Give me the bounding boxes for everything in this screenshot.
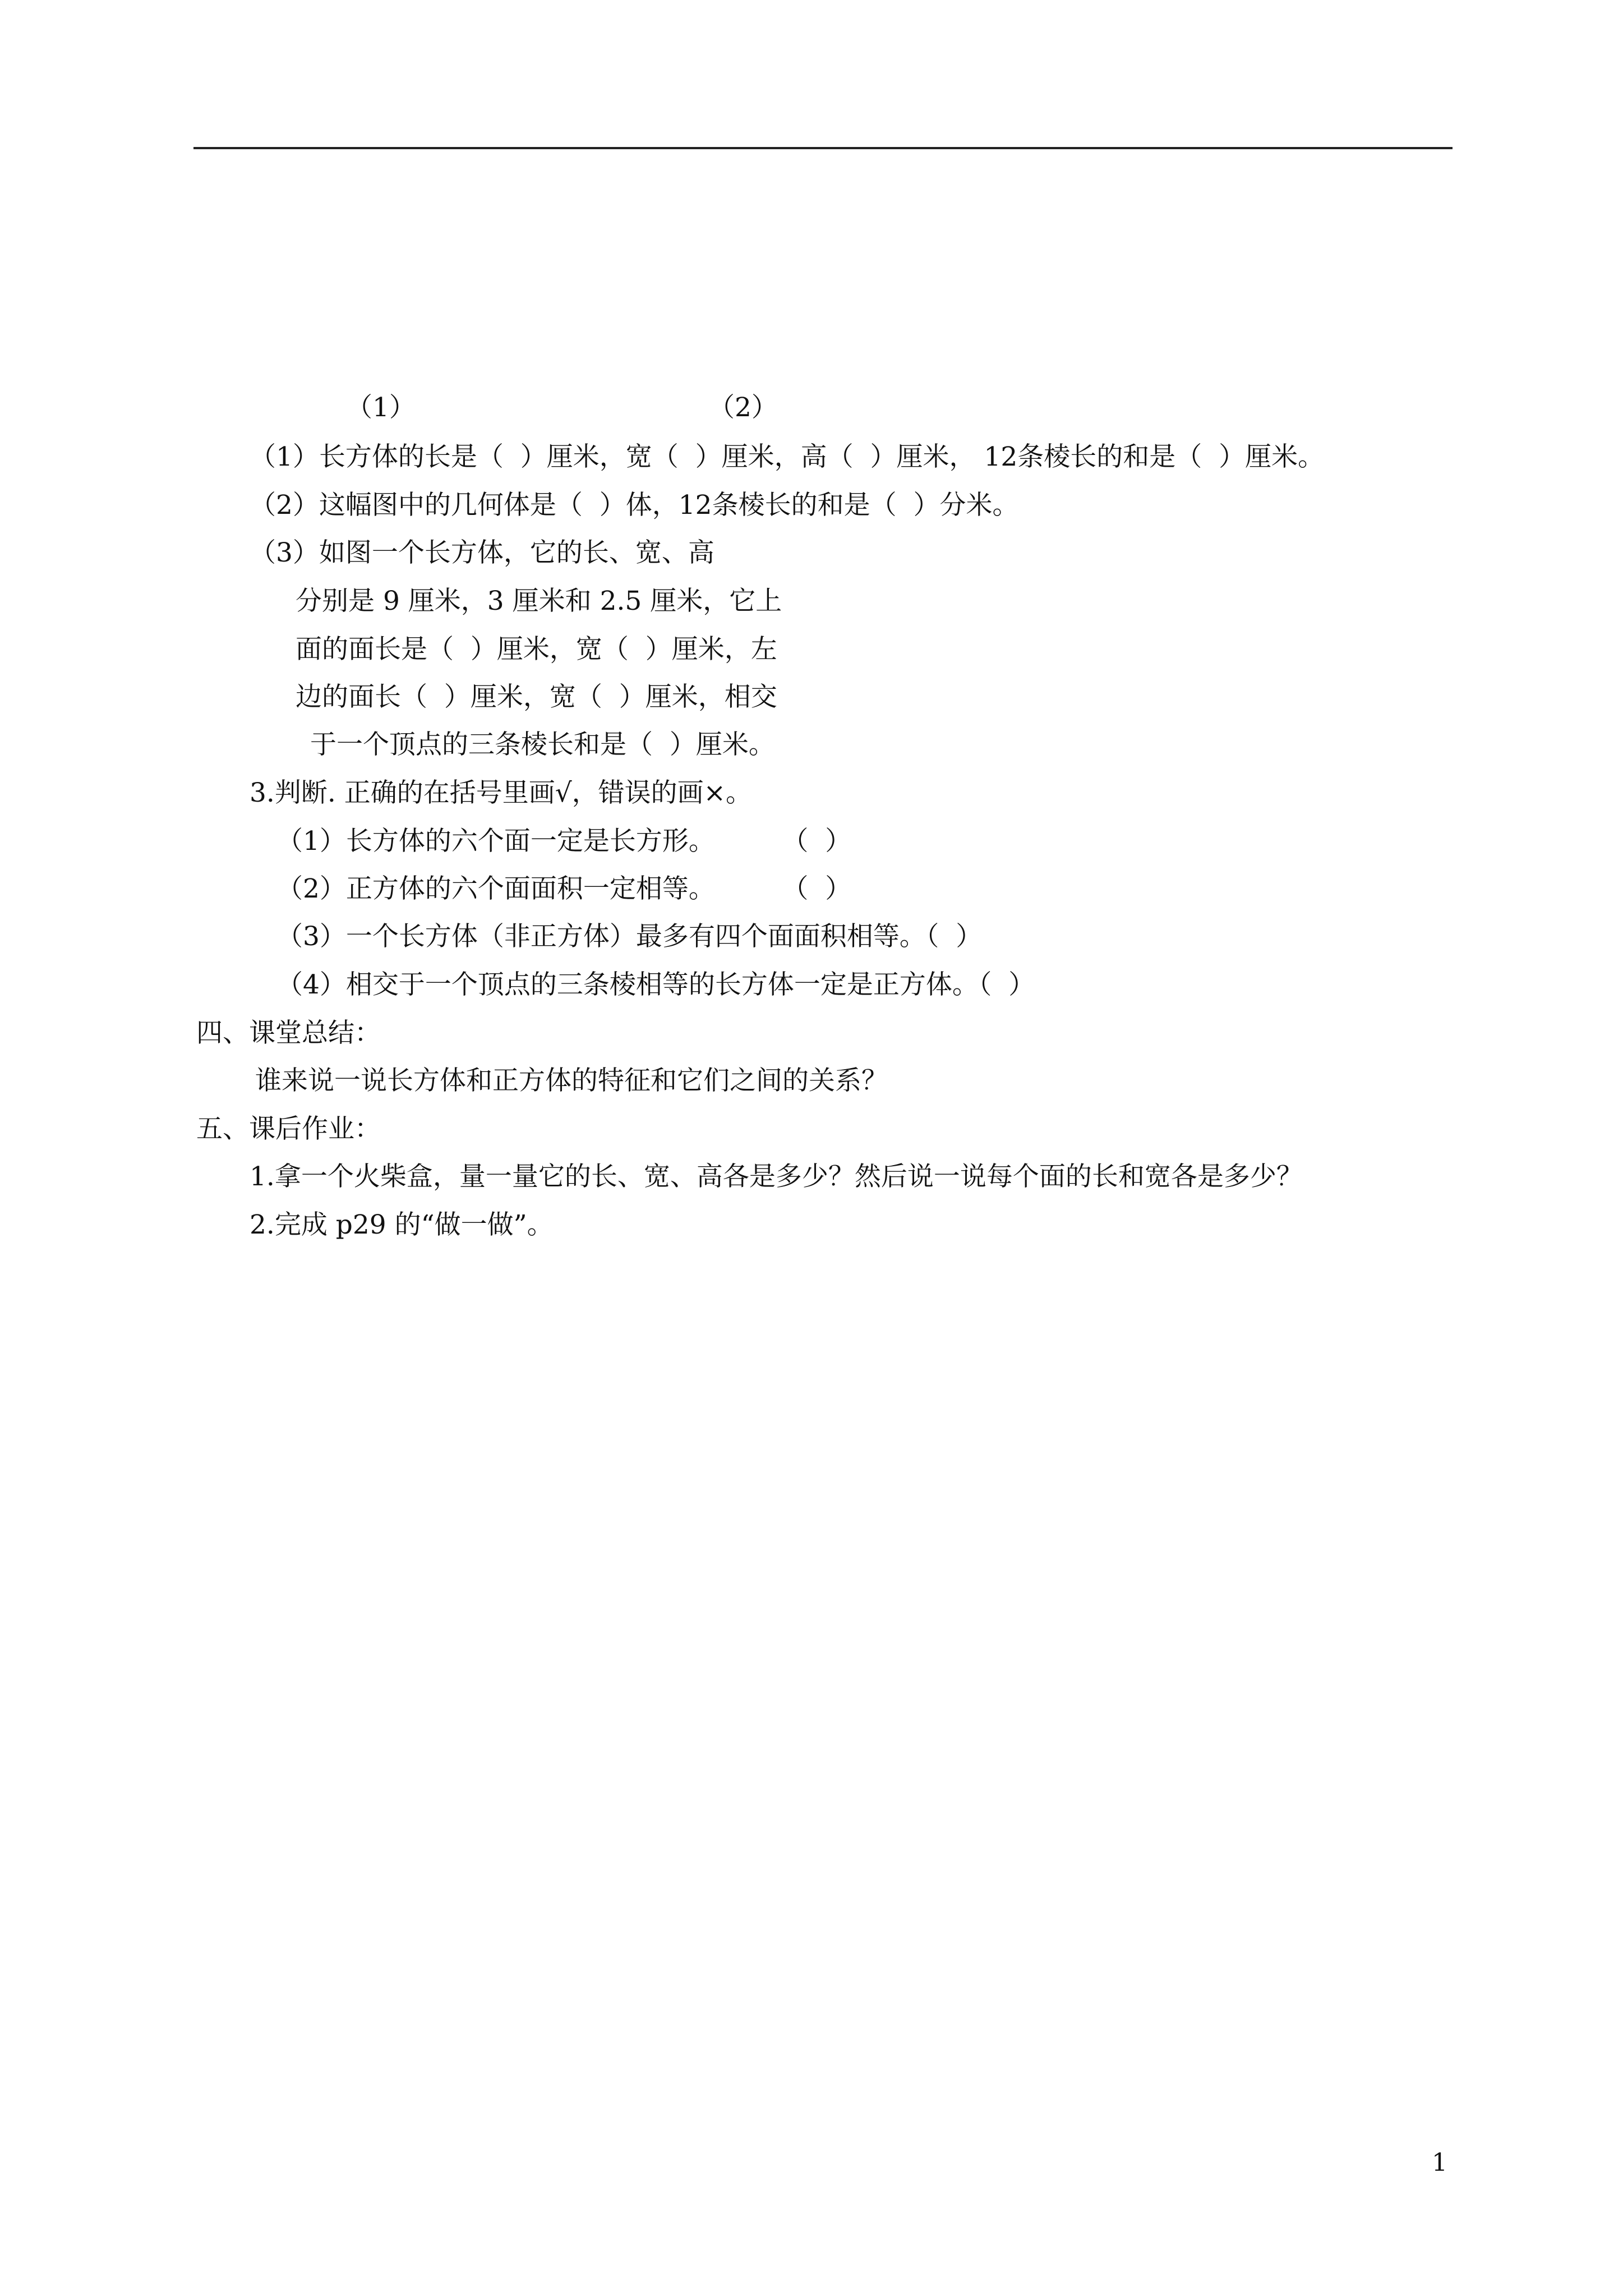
question2-sub3-line: 边的面长（ ）厘米，宽（ ）厘米，相交 — [296, 682, 777, 712]
homework-item: 2.完成 p29 的“做一做”。 — [250, 1209, 554, 1240]
question2-sub3-line: 于一个顶点的三条棱长和是（ ）厘米。 — [310, 729, 775, 760]
judgement-item: （3）一个长方体（非正方体）最多有四个面面积相等。（ ） — [276, 921, 983, 952]
judgement-item: （2）正方体的六个面面积一定相等。 （ ） — [276, 873, 852, 904]
question3-title: 3.判断. 正确的在括号里画√，错误的画×。 — [250, 777, 753, 808]
section5-heading: 五、课后作业： — [196, 1114, 381, 1144]
judgement-item: （4）相交于一个顶点的三条棱相等的长方体一定是正方体。（ ） — [276, 969, 1035, 1000]
judgement-item: （1）长方体的六个面一定是长方形。 （ ） — [276, 826, 852, 857]
question2-sub1: （1）长方体的长是（ ）厘米，宽（ ）厘米，高（ ）厘米， 12条棱长的和是（ ）厘米。 — [250, 441, 1325, 472]
question2-sub3-line: （3）如图一个长方体，它的长、宽、高 — [250, 537, 714, 568]
page-number: 1 — [1432, 2148, 1447, 2177]
figure-label-1: （1） — [346, 392, 416, 423]
question2-sub3-line: 面的面长是（ ）厘米，宽（ ）厘米，左 — [296, 634, 777, 665]
section4-heading: 四、课堂总结： — [196, 1018, 381, 1048]
question2-sub3-line: 分别是 9 厘米，3 厘米和 2.5 厘米，它上 — [296, 586, 782, 616]
header-rule — [193, 147, 1453, 149]
question2-sub2: （2）这幅图中的几何体是（ ）体，12条棱长的和是（ ）分米。 — [250, 490, 1019, 521]
figure-label-2: （2） — [708, 392, 778, 423]
section4-text: 谁来说一说长方体和正方体的特征和它们之间的关系？ — [255, 1065, 888, 1096]
homework-item: 1.拿一个火柴盒，量一量它的长、宽、高各是多少？然后说一说每个面的长和宽各是多少？ — [250, 1161, 1303, 1192]
